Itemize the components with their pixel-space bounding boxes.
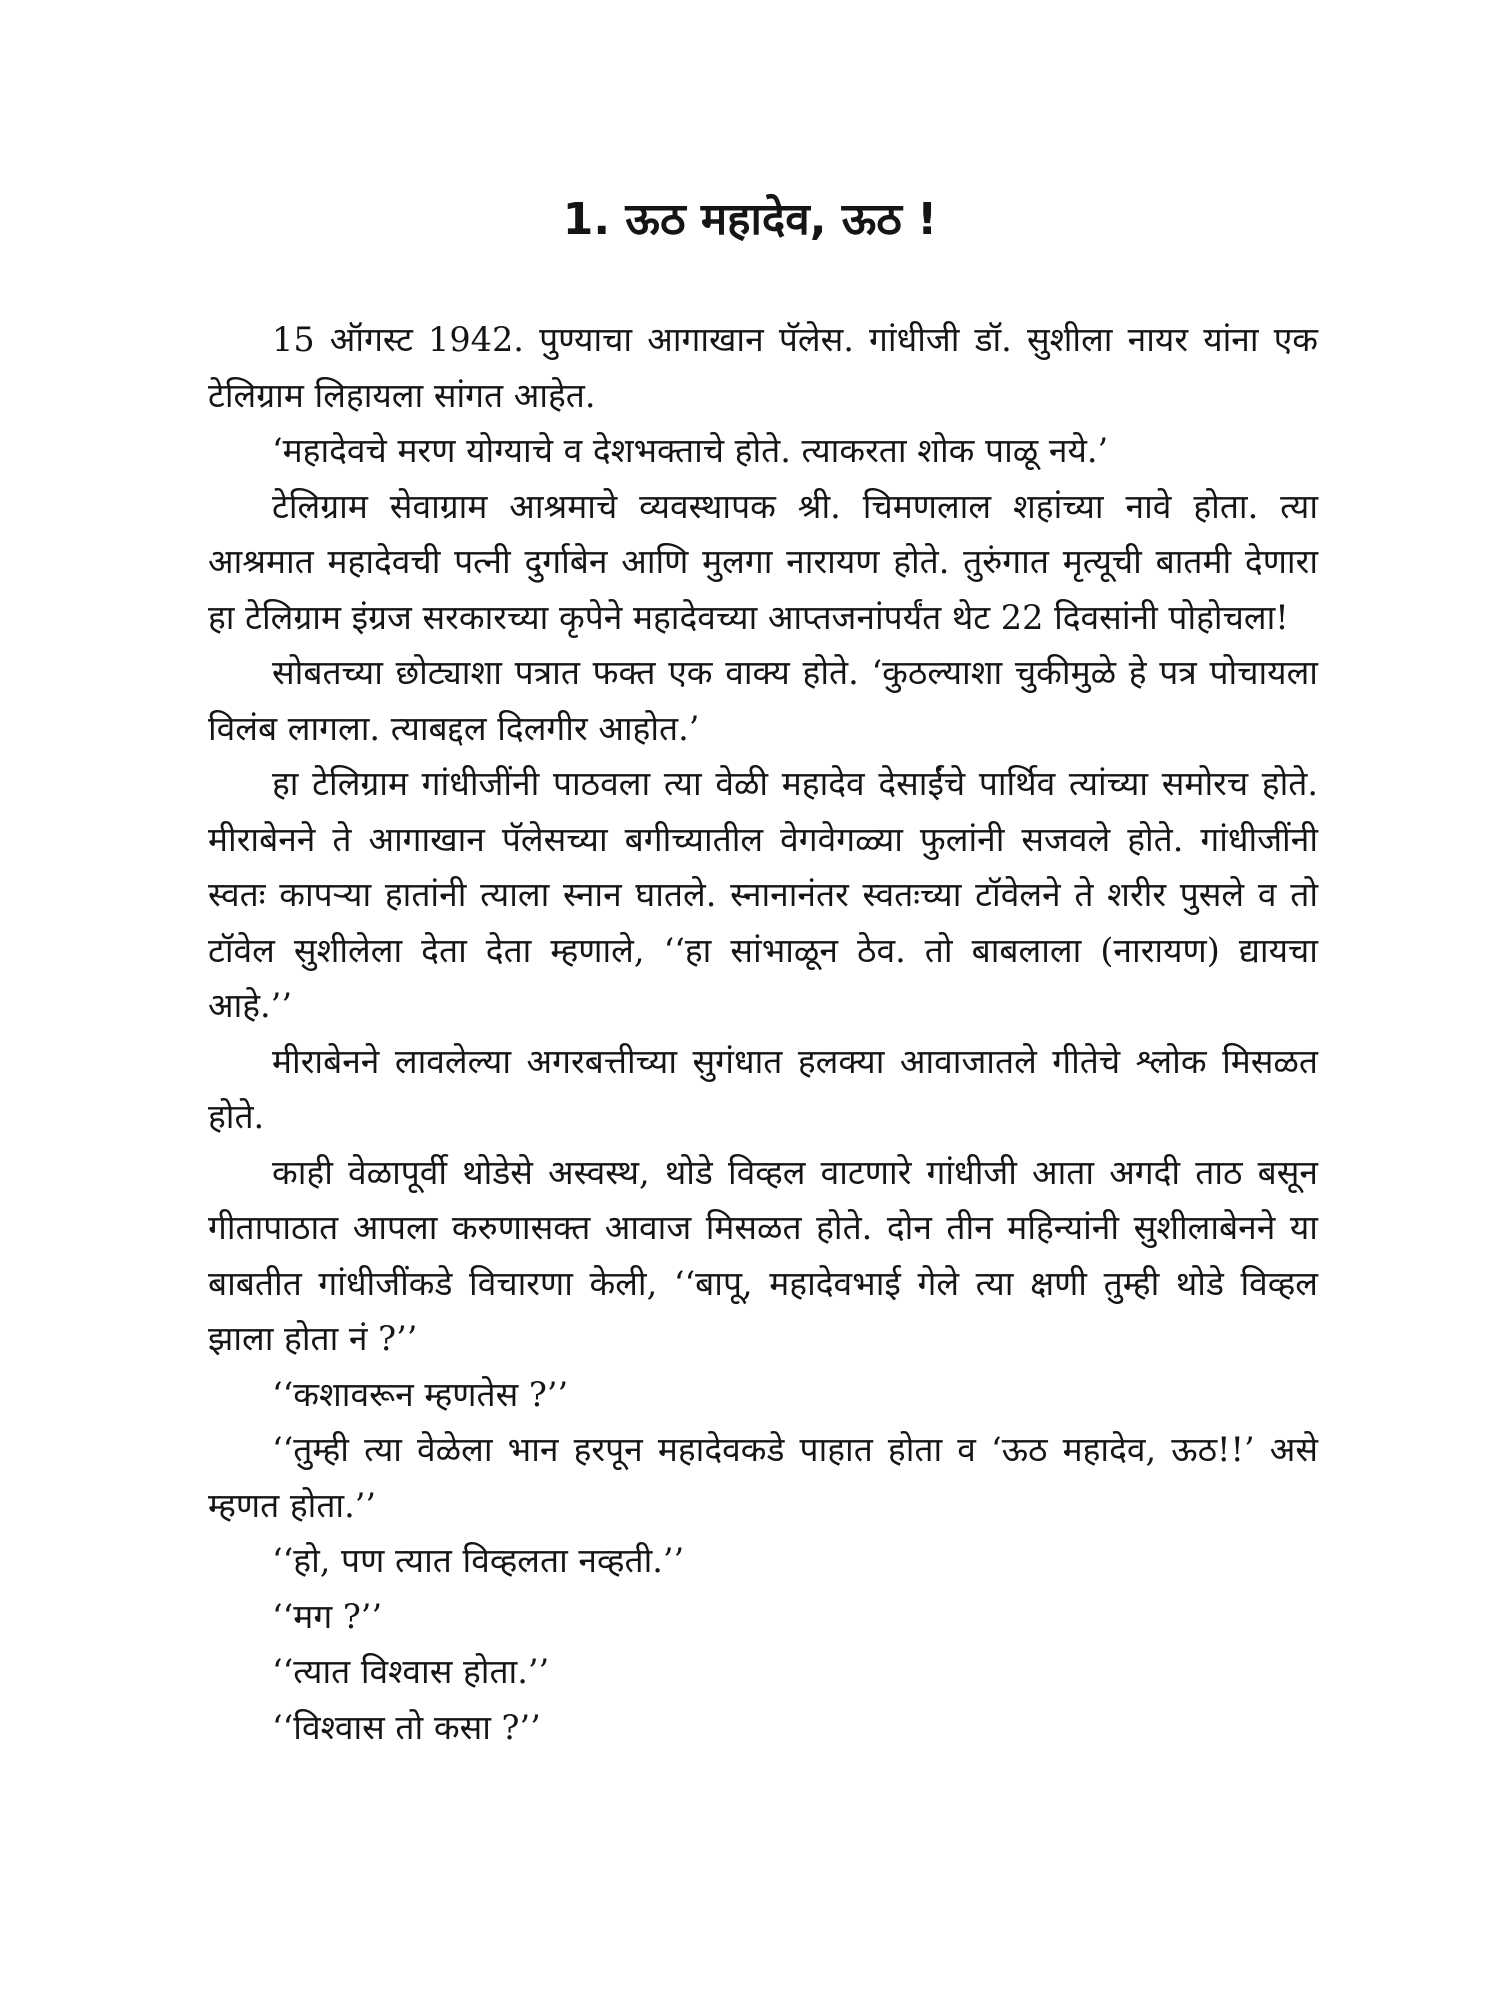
paragraph-telegram-recipient: टेलिग्राम सेवाग्राम आश्रमाचे व्यवस्थापक श्री. चिमणलाल शहांच्या नावे होता. त्या आश्रमात महादेवची पत्नी दुर्गाबेन आणि मुलगा नारायण होते. तुरुंगात मृत्यूची बातमी देणारा हा टेलिग्राम इंग्रज सरकारच्या कृपेने महादेवच्या आप्तजनांपर्यंत थेट 22 दिवसांनी पोहोचला! <box>208 486 1318 637</box>
dialogue-line: ‘‘त्यात विश्वास होता.’’ <box>272 1652 550 1691</box>
paragraph-gita: काही वेळापूर्वी थोडेसे अस्वस्थ, थोडे विव्हल वाटणारे गांधीजी आता अगदी ताठ बसून गीतापाठात आपला करुणासक्त आवाज मिसळत होते. दोन तीन महिन्यांनी सुशीलाबेनने या बाबतीत गांधीजींकडे विचारणा केली, ‘‘बापू, महादेवभाई गेले त्या क्षणी तुम्ही थोडे विव्हल झाला होता नं ?’’ <box>208 1152 1318 1358</box>
dialogue-line: ‘‘मग ?’’ <box>272 1596 383 1636</box>
paragraph-telegram-text: ‘महादेवचे मरण योग्याचे व देशभक्ताचे होते. त्याकरता शोक पाळू नये.’ <box>272 431 1109 470</box>
chapter-body <box>208 312 1318 1755</box>
paragraph-last-rites: हा टेलिग्राम गांधीजींनी पाठवला त्या वेळी महादेव देसाईंचे पार्थिव त्यांच्या समोरच होते. मीराबेनने ते आगाखान पॅलेसच्या बगीच्यातील वेगवेगळ्या फुलांनी सजवले होते. गांधीजींनी स्वतः कापऱ्या हातांनी त्याला स्नान घातले. स्नानानंतर स्वतःच्या टॉवेलने ते शरीर पुसले व तो टॉवेल सुशीलेला देता देता म्हणाले, ‘‘हा सांभाळून ठेव. तो बाबलाला (नारायण) द्यायचा आहे.’’ <box>208 764 1318 1025</box>
paragraph-letter: सोबतच्या छोट्याशा पत्रात फक्त एक वाक्य होते. ‘कुठल्याशा चुकीमुळे हे पत्र पोचायला विलंब लागला. त्याबद्दल दिलगीर आहोत.’ <box>208 653 1318 748</box>
paragraph-incense: मीराबेनने लावलेल्या अगरबत्तीच्या सुगंधात हलक्या आवाजातले गीतेचे श्लोक मिसळत होते. <box>208 1041 1318 1136</box>
dialogue-line: ‘‘हो, पण त्यात विव्हलता नव्हती.’’ <box>272 1541 685 1580</box>
dialogue-line: ‘‘विश्वास तो कसा ?’’ <box>272 1707 541 1747</box>
dialogue-line: ‘‘कशावरून म्हणतेस ?’’ <box>272 1374 569 1414</box>
paragraph-intro: 15 ऑगस्ट 1942. पुण्याचा आगाखान पॅलेस. गांधीजी डॉ. सुशीला नायर यांना एक टेलिग्राम लिहायला सांगत आहेत. <box>208 320 1318 415</box>
chapter-title: 1. ऊठ महादेव, ऊठ ! <box>562 194 938 245</box>
dialogue-line: ‘‘तुम्ही त्या वेळेला भान हरपून महादेवकडे पाहात होता व ‘ऊठ महादेव, ऊठ!!’ असे म्हणत होता.’’ <box>208 1430 1318 1525</box>
